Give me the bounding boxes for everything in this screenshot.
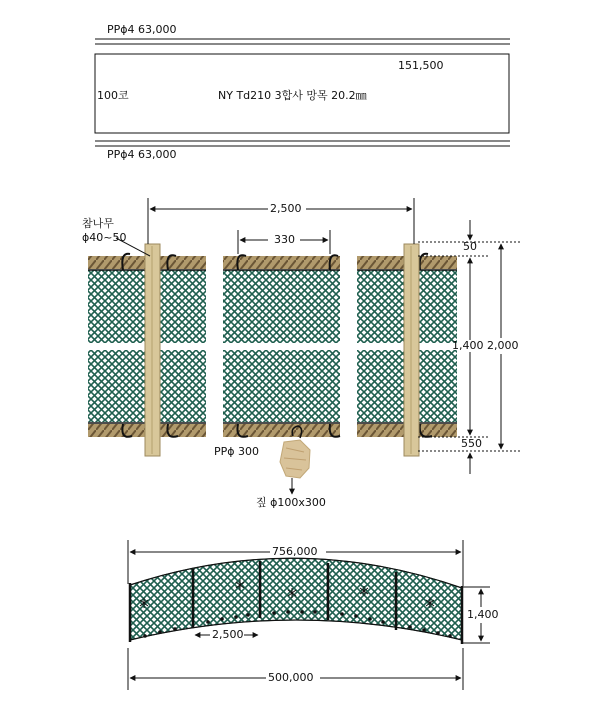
pole-label-size: ϕ40~50 xyxy=(82,231,127,244)
dim-gap-label: 330 xyxy=(274,233,295,246)
rope-spec-label: PPϕ 300 xyxy=(214,445,260,458)
dim-top-label: 50 xyxy=(463,240,477,253)
net-spec-box xyxy=(95,54,509,133)
dim-net-height-label: 1,400 xyxy=(452,339,484,352)
arch-total-length-label: 756,000 xyxy=(272,545,318,558)
arch-height-label: 1,400 xyxy=(467,608,499,621)
upper-rope-middle xyxy=(223,256,340,269)
arch-base-length-label: 500,000 xyxy=(268,671,314,684)
pole-label-name: 참나무 xyxy=(82,217,114,230)
dim-bottom-label: 550 xyxy=(461,437,482,450)
dim-width-label: 2,500 xyxy=(270,202,302,215)
top-rope-lines xyxy=(95,39,510,146)
lower-rope-spec: PPϕ4 63,000 xyxy=(107,148,177,161)
net-mesh-count-label: 100코 xyxy=(97,89,129,102)
arched-net-view xyxy=(130,558,462,644)
arch-spacing-label: 2,500 xyxy=(212,628,244,641)
upper-rope-spec: PPϕ4 63,000 xyxy=(107,23,177,36)
net-spec-label: NY Td210 3합사 망목 20.2㎜ xyxy=(218,89,367,102)
dim-total-height-label: 2,000 xyxy=(487,339,519,352)
net-length-label: 151,500 xyxy=(398,59,444,72)
straw-spec-label: 짚 ϕ100x300 xyxy=(256,496,326,509)
lower-rope-middle xyxy=(223,424,340,437)
